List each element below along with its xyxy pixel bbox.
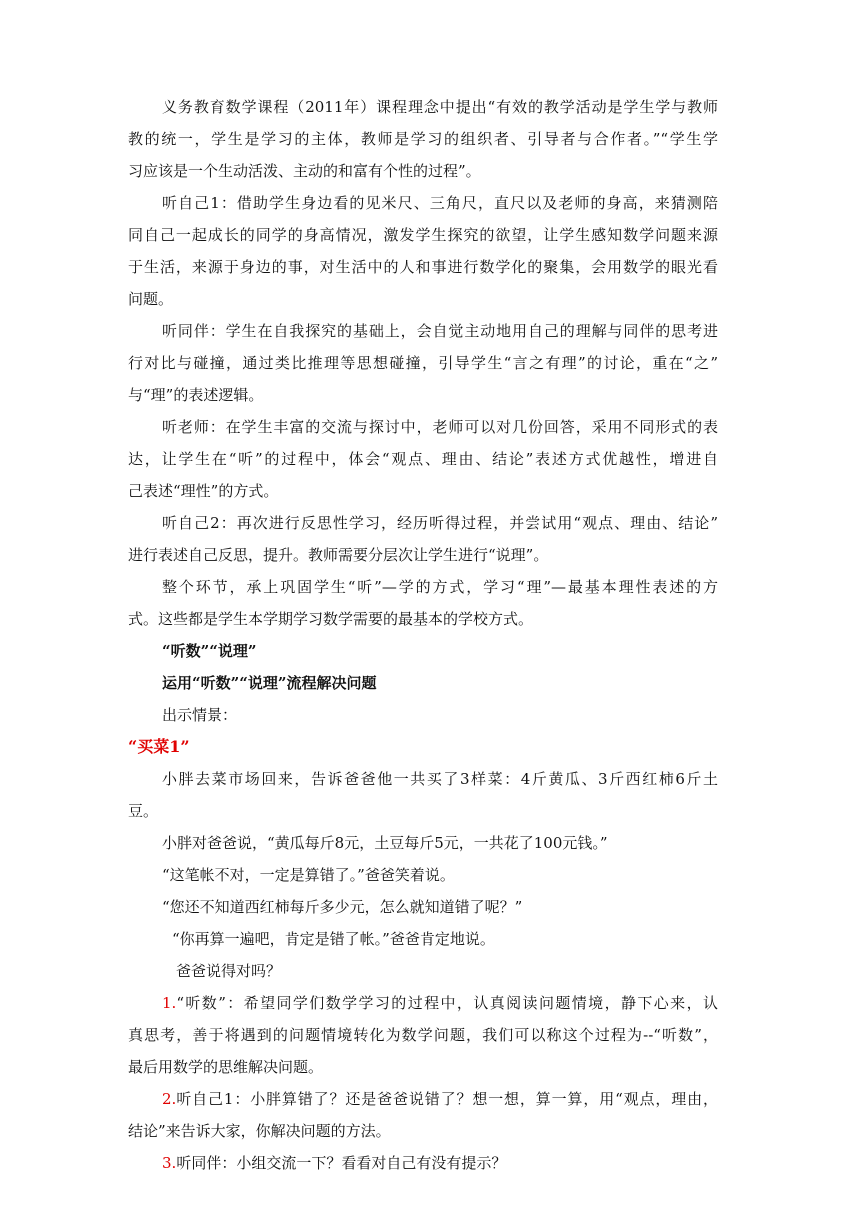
step-1-line: 1. “听数”：希望同学们数学学习的过程中，认真阅读问题情境，静下心来，认 — [162, 994, 718, 1012]
body-text-line: 整个环节，承上巩固学生“听”—学的方式，学习“理”—最基本理性表述的方 — [162, 578, 718, 596]
body-text-line: 达，让学生在“听”的过程中，体会“观点、理由、结论”表述方式优越性，增进自 — [128, 450, 718, 468]
scenario-title: “买菜1” — [128, 737, 190, 756]
body-text-line: 进行表述自己反思，提升。教师需要分层次让学生进行“说理”。 — [128, 546, 549, 564]
body-text-line: 同自己一起成长的同学的身高情况，激发学生探究的欲望，让学生感知数学问题来源 — [128, 226, 718, 244]
story-question: 爸爸说得对吗？ — [176, 962, 282, 980]
body-text-line: 式。这些都是学生本学期学习数学需要的最基本的学校方式。 — [128, 610, 534, 628]
story-line: 小胖对爸爸说，“黄瓜每斤8元，土豆每斤5元，一共花了100元钱。” — [162, 834, 608, 852]
step-1-line: 最后用数学的思维解决问题。 — [128, 1058, 324, 1076]
body-text-line: 于生活，来源于身边的事，对生活中的人和事进行数学化的聚集，会用数学的眼光看 — [128, 258, 718, 276]
story-line: 小胖去菜市场回来，告诉爸爸他一共买了3样菜：4斤黄瓜、3斤西红柿6斤土 — [162, 770, 718, 788]
body-text-line: 听自己1：借助学生身边看的见米尺、三角尺，直尺以及老师的身高，来猜测陪 — [162, 194, 718, 212]
step-number: 1. — [162, 994, 177, 1012]
body-text-line: 习应该是一个生动活泼、主动的和富有个性的过程”。 — [128, 162, 481, 180]
body-text-line: 听老师：在学生丰富的交流与探讨中，老师可以对几份回答，采用不同形式的表 — [162, 418, 718, 436]
body-text-line: 行对比与碰撞，通过类比推理等思想碰撞，引导学生“言之有理”的讨论，重在“之” — [128, 354, 718, 372]
step-number: 2. — [162, 1090, 177, 1108]
scenario-intro: 出示情景： — [162, 706, 238, 724]
step-2-line: 结论”来告诉大家，你解决问题的方法。 — [128, 1122, 391, 1140]
subsection-heading: 运用“听数”“说理”流程解决问题 — [162, 674, 377, 692]
story-line: “你再算一遍吧，肯定是错了帐。”爸爸肯定地说。 — [172, 930, 495, 948]
story-line: “这笔帐不对，一定是算错了。”爸爸笑着说。 — [162, 866, 455, 884]
section-heading: “听数”“说理” — [162, 642, 257, 660]
body-text-line: 义务教育数学课程（2011年）课程理念中提出“有效的教学活动是学生学与教师 — [162, 98, 718, 116]
body-text-line: 教的统一，学生是学习的主体，教师是学习的组织者、引导者与合作者。”“学生学 — [128, 130, 718, 148]
story-line: “您还不知道西红柿每斤多少元，怎么就知道错了呢？” — [162, 898, 523, 916]
step-2-line: 2. 听自己1：小胖算错了？还是爸爸说错了？想一想，算一算，用“观点，理由， — [162, 1090, 718, 1108]
body-text-line: 己表述“理性”的方式。 — [128, 482, 279, 500]
step-number: 3. — [162, 1154, 177, 1172]
body-text-line: 听同伴：学生在自我探究的基础上，会自觉主动地用自己的理解与同伴的思考进 — [162, 322, 718, 340]
step-1-line: 真思考，善于将遇到的问题情境转化为数学问题，我们可以称这个过程为--“听数”， — [128, 1026, 718, 1044]
body-text-line: 问题。 — [128, 290, 174, 308]
story-line: 豆。 — [128, 802, 159, 820]
body-text-line: 听自己2：再次进行反思性学习，经历听得过程，并尝试用“观点、理由、结论” — [162, 514, 718, 532]
body-text-line: 与“理”的表述逻辑。 — [128, 386, 264, 404]
step-3-line: 3.听同伴：小组交流一下？看看对自己有没有提示？ — [162, 1154, 507, 1172]
